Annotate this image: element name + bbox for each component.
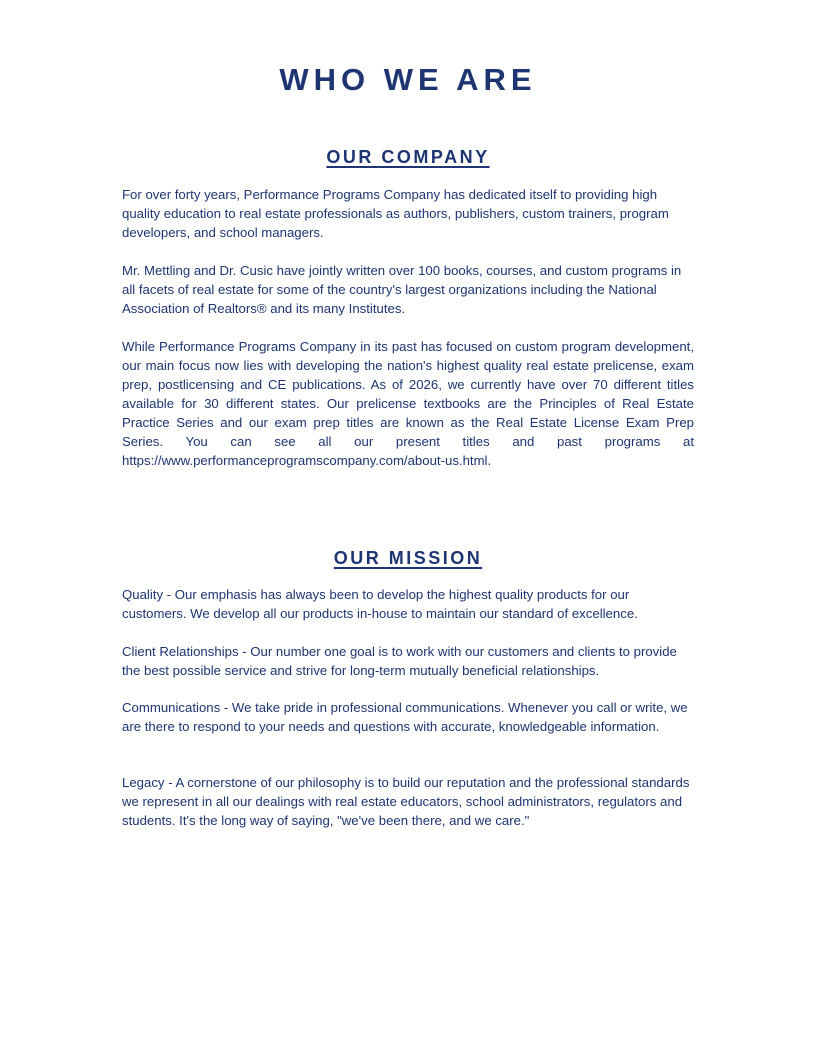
mission-paragraph-legacy: Legacy - A cornerstone of our philosophy is to build our reputation and the professional standards we represent in all our dealings with real estate educators, school administrators, regulators and students. It's the long way of saying, "we've been there, and we care." [122, 775, 690, 828]
mission-paragraph-client-relationships: Client Relationships - Our number one goal is to work with our customers and clients to provide the best possible service and strive for long-term mutually beneficial relationships. [122, 644, 677, 678]
our-company-heading: OUR COMPANY [326, 147, 490, 167]
mission-paragraph-communications: Communications - We take pride in professional communications. Whenever you call or write, we are there to respond to your needs and questions with accurate, knowledgeable information. [122, 700, 688, 734]
company-paragraph-authors: Mr. Mettling and Dr. Cusic have jointly written over 100 books, courses, and custom programs in all facets of real estate for some of the country's largest organizations including the National Association of Realtors® and its many Institutes. [122, 263, 682, 316]
company-paragraph-focus: While Performance Programs Company in its past has focused on custom program development, our main focus now lies with developing the nation's highest quality real estate prelicense, exam prep, postlicensing and CE publications. As of 2026, we currently have over 70 different titles available for 30 different states. Our prelicense textbooks are the Principles of Real Estate Practice Series and our exam prep titles are known as the Real Estate License Exam Prep Series. You can see all our present titles and past programs at https://www.performanceprogramscompany.com/about-us.html. [122, 339, 694, 468]
page-title: WHO WE ARE [279, 62, 537, 97]
company-paragraph-history: For over forty years, Performance Programs Company has dedicated itself to providing high quality education to real estate professionals as authors, publishers, custom trainers, program developers, and school managers. [122, 187, 669, 240]
our-mission-heading: OUR MISSION [333, 548, 483, 568]
mission-paragraph-quality: Quality - Our emphasis has always been to develop the highest quality products for our customers. We develop all our products in-house to maintain our standard of excellence. [122, 587, 638, 621]
